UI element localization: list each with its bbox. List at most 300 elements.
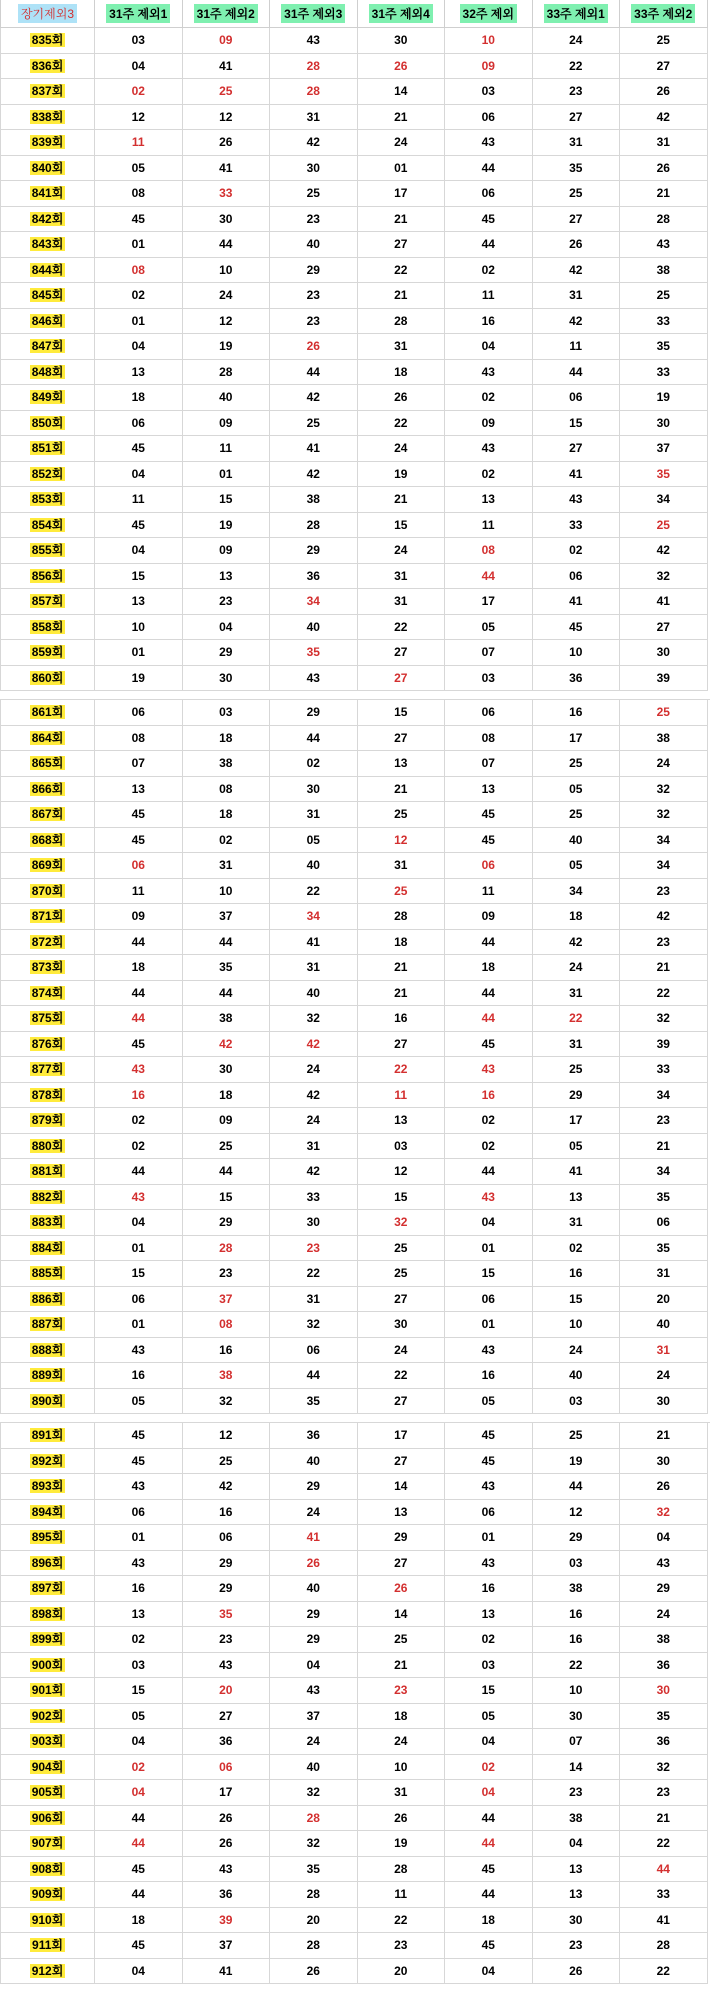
- round-cell: [0, 1959, 95, 1985]
- number-cell: 27: [358, 1449, 446, 1475]
- number-cell: 24: [183, 283, 271, 309]
- number-cell: 25: [183, 1449, 271, 1475]
- number-cell: 28: [270, 1933, 358, 1959]
- number-cell: 02: [183, 828, 271, 854]
- number-cell: 29: [183, 1210, 271, 1236]
- table-row: [0, 538, 710, 564]
- number-cell: 01: [445, 1312, 533, 1338]
- number-cell: 45: [95, 1423, 183, 1449]
- number-cell: 22: [620, 1831, 708, 1857]
- number-cell: 18: [445, 955, 533, 981]
- number-cell: 06: [445, 181, 533, 207]
- number-cell: 03: [533, 1389, 621, 1415]
- number-cell: 38: [183, 751, 271, 777]
- number-cell: 16: [183, 1338, 271, 1364]
- number-cell: 43: [445, 130, 533, 156]
- number-cell: 13: [358, 1500, 446, 1526]
- number-cell: 40: [270, 615, 358, 641]
- number-cell: 45: [445, 1857, 533, 1883]
- number-cell: 24: [620, 1363, 708, 1389]
- number-cell: 24: [270, 1729, 358, 1755]
- number-cell: 22: [533, 1006, 621, 1032]
- number-cell: 02: [445, 1134, 533, 1160]
- number-cell: 14: [358, 79, 446, 105]
- number-cell: 23: [358, 1678, 446, 1704]
- number-cell: 04: [270, 1653, 358, 1679]
- number-cell: 35: [183, 955, 271, 981]
- number-cell: 11: [95, 487, 183, 513]
- number-cell: 11: [358, 1083, 446, 1109]
- number-cell: 25: [533, 181, 621, 207]
- round-cell: [0, 54, 95, 80]
- number-cell: 04: [95, 1959, 183, 1985]
- number-cell: 08: [445, 538, 533, 564]
- number-cell: 37: [183, 904, 271, 930]
- number-cell: 01: [95, 232, 183, 258]
- number-cell: 33: [270, 1185, 358, 1211]
- number-cell: 29: [533, 1525, 621, 1551]
- round-cell: [0, 640, 95, 666]
- number-cell: 17: [358, 181, 446, 207]
- number-cell: 13: [95, 1602, 183, 1628]
- number-cell: 23: [358, 1933, 446, 1959]
- number-cell: 07: [445, 640, 533, 666]
- number-cell: 30: [620, 1389, 708, 1415]
- number-cell: 02: [270, 751, 358, 777]
- number-cell: 32: [620, 802, 708, 828]
- number-cell: 43: [445, 360, 533, 386]
- number-cell: 45: [445, 802, 533, 828]
- number-cell: 32: [270, 1006, 358, 1032]
- number-cell: 23: [183, 589, 271, 615]
- number-cell: 34: [270, 589, 358, 615]
- number-cell: 44: [445, 156, 533, 182]
- number-cell: 44: [620, 1857, 708, 1883]
- number-cell: 44: [95, 1159, 183, 1185]
- number-cell: 29: [270, 1602, 358, 1628]
- number-cell: 30: [620, 640, 708, 666]
- number-cell: 44: [445, 232, 533, 258]
- round-cell: [0, 1933, 95, 1959]
- table-row: [0, 207, 710, 233]
- round-cell: [0, 1083, 95, 1109]
- table-row: [0, 1185, 710, 1211]
- table-row: [0, 1704, 710, 1730]
- table-row: [0, 1338, 710, 1364]
- table-row: [0, 1032, 710, 1058]
- round-label: 908회: [31, 1861, 64, 1876]
- round-label: 877회: [31, 1062, 64, 1077]
- number-cell: 02: [95, 1108, 183, 1134]
- number-cell: 45: [445, 1423, 533, 1449]
- number-cell: 23: [620, 879, 708, 905]
- round-cell: [0, 981, 95, 1007]
- number-cell: 26: [183, 1831, 271, 1857]
- number-cell: 12: [183, 309, 271, 335]
- number-cell: 31: [358, 1780, 446, 1806]
- table-row: [0, 1882, 710, 1908]
- number-cell: 11: [358, 1882, 446, 1908]
- number-cell: 43: [270, 666, 358, 692]
- number-cell: 40: [533, 828, 621, 854]
- number-cell: 22: [620, 981, 708, 1007]
- number-cell: 41: [620, 589, 708, 615]
- number-cell: 20: [358, 1959, 446, 1985]
- round-label: 836회: [31, 58, 64, 73]
- number-cell: 43: [620, 1551, 708, 1577]
- table-row: [0, 1678, 710, 1704]
- number-cell: 23: [533, 79, 621, 105]
- table-row: [0, 385, 710, 411]
- number-cell: 35: [620, 1704, 708, 1730]
- round-label: 899회: [31, 1632, 64, 1647]
- number-cell: 26: [270, 1551, 358, 1577]
- round-label: 882회: [31, 1189, 64, 1204]
- round-cell: [0, 1449, 95, 1475]
- round-label: 871회: [31, 909, 64, 924]
- round-label: 849회: [31, 390, 64, 405]
- table-row: [0, 1857, 710, 1883]
- number-cell: 41: [183, 1959, 271, 1985]
- number-cell: 44: [445, 930, 533, 956]
- number-cell: 04: [445, 1210, 533, 1236]
- round-cell: [0, 1210, 95, 1236]
- number-cell: 26: [270, 1959, 358, 1985]
- number-cell: 02: [445, 258, 533, 284]
- number-cell: 15: [183, 1185, 271, 1211]
- number-cell: 26: [620, 79, 708, 105]
- number-cell: 33: [620, 1057, 708, 1083]
- table-row: [0, 1602, 710, 1628]
- number-cell: 21: [358, 283, 446, 309]
- round-label: 848회: [31, 364, 64, 379]
- number-cell: 31: [533, 1032, 621, 1058]
- number-cell: 16: [358, 1006, 446, 1032]
- number-cell: 28: [270, 79, 358, 105]
- number-cell: 12: [95, 105, 183, 131]
- number-cell: 10: [183, 258, 271, 284]
- number-cell: 26: [358, 385, 446, 411]
- number-cell: 32: [270, 1780, 358, 1806]
- number-cell: 43: [95, 1185, 183, 1211]
- number-cell: 24: [358, 538, 446, 564]
- number-cell: 13: [533, 1185, 621, 1211]
- round-cell: [0, 207, 95, 233]
- number-cell: 26: [358, 1806, 446, 1832]
- number-cell: 25: [358, 879, 446, 905]
- table-row: [0, 1474, 710, 1500]
- table-row: [0, 1423, 710, 1449]
- round-label: 864회: [31, 730, 64, 745]
- round-cell: [0, 777, 95, 803]
- column-header-label: 31주 제외4: [369, 4, 433, 23]
- number-cell: 41: [533, 589, 621, 615]
- number-cell: 44: [445, 1006, 533, 1032]
- column-header-label: 31주 제외2: [194, 4, 258, 23]
- round-cell: [0, 1108, 95, 1134]
- number-cell: 01: [95, 1312, 183, 1338]
- number-cell: 43: [445, 1338, 533, 1364]
- number-cell: 13: [445, 777, 533, 803]
- number-cell: 02: [95, 79, 183, 105]
- number-cell: 35: [533, 156, 621, 182]
- number-cell: 28: [270, 1806, 358, 1832]
- number-cell: 23: [620, 1780, 708, 1806]
- number-cell: 05: [95, 1704, 183, 1730]
- number-cell: 24: [533, 1338, 621, 1364]
- column-header-3: [270, 0, 358, 28]
- number-cell: 36: [533, 666, 621, 692]
- table-row: [0, 1500, 710, 1526]
- number-cell: 03: [358, 1134, 446, 1160]
- number-cell: 27: [533, 207, 621, 233]
- round-cell: [0, 283, 95, 309]
- table-row: [0, 1755, 710, 1781]
- number-cell: 17: [533, 1108, 621, 1134]
- number-cell: 32: [270, 1312, 358, 1338]
- number-cell: 05: [533, 1134, 621, 1160]
- number-cell: 16: [183, 1500, 271, 1526]
- number-cell: 24: [620, 1602, 708, 1628]
- number-cell: 33: [620, 309, 708, 335]
- table-row: [0, 777, 710, 803]
- number-cell: 04: [95, 334, 183, 360]
- number-cell: 18: [183, 802, 271, 828]
- number-cell: 10: [358, 1755, 446, 1781]
- round-label: 858회: [31, 619, 64, 634]
- table-row: [0, 802, 710, 828]
- number-cell: 29: [270, 258, 358, 284]
- number-cell: 40: [270, 1449, 358, 1475]
- number-cell: 25: [620, 28, 708, 54]
- number-cell: 26: [620, 1474, 708, 1500]
- round-cell: [0, 436, 95, 462]
- number-cell: 39: [620, 1032, 708, 1058]
- number-cell: 04: [445, 1959, 533, 1985]
- number-cell: 43: [445, 1551, 533, 1577]
- number-cell: 31: [533, 1210, 621, 1236]
- round-cell: [0, 853, 95, 879]
- number-cell: 45: [95, 802, 183, 828]
- column-header-label: 31주 제외1: [106, 4, 170, 23]
- number-cell: 44: [95, 1806, 183, 1832]
- number-cell: 32: [620, 777, 708, 803]
- table-row: [0, 726, 710, 752]
- number-cell: 43: [445, 1474, 533, 1500]
- column-header-0: [0, 0, 95, 28]
- number-cell: 21: [620, 181, 708, 207]
- number-cell: 32: [270, 1831, 358, 1857]
- number-cell: 10: [183, 879, 271, 905]
- number-cell: 15: [183, 487, 271, 513]
- number-cell: 31: [270, 1134, 358, 1160]
- table-row: [0, 411, 710, 437]
- round-label: 842회: [31, 211, 64, 226]
- number-cell: 31: [533, 130, 621, 156]
- table-row: [0, 360, 710, 386]
- round-label: 879회: [31, 1113, 64, 1128]
- round-cell: [0, 1755, 95, 1781]
- number-cell: 11: [533, 334, 621, 360]
- number-cell: 15: [533, 411, 621, 437]
- number-cell: 34: [620, 853, 708, 879]
- round-cell: [0, 1882, 95, 1908]
- number-cell: 18: [183, 726, 271, 752]
- number-cell: 36: [183, 1729, 271, 1755]
- number-cell: 01: [183, 462, 271, 488]
- number-cell: 40: [270, 853, 358, 879]
- number-cell: 33: [533, 513, 621, 539]
- number-cell: 44: [445, 564, 533, 590]
- table-row: [0, 1261, 710, 1287]
- number-cell: 26: [358, 1576, 446, 1602]
- number-cell: 15: [358, 1185, 446, 1211]
- number-cell: 31: [620, 1261, 708, 1287]
- number-cell: 10: [533, 1678, 621, 1704]
- round-label: 885회: [31, 1266, 64, 1281]
- number-cell: 31: [620, 130, 708, 156]
- column-header-2: [183, 0, 271, 28]
- number-cell: 28: [183, 360, 271, 386]
- number-cell: 43: [183, 1653, 271, 1679]
- number-cell: 15: [445, 1261, 533, 1287]
- number-cell: 45: [445, 1449, 533, 1475]
- table-row: [0, 700, 710, 726]
- number-cell: 20: [183, 1678, 271, 1704]
- round-label: 895회: [31, 1530, 64, 1545]
- number-cell: 42: [620, 538, 708, 564]
- number-cell: 26: [358, 54, 446, 80]
- number-cell: 26: [533, 1959, 621, 1985]
- number-cell: 10: [533, 640, 621, 666]
- round-label: 838회: [31, 109, 64, 124]
- round-label: 881회: [31, 1164, 64, 1179]
- round-label: 880회: [31, 1138, 64, 1153]
- number-cell: 11: [95, 879, 183, 905]
- table-row: [0, 1389, 710, 1415]
- table-row: [0, 79, 710, 105]
- round-label: 907회: [31, 1836, 64, 1851]
- round-label: 873회: [31, 960, 64, 975]
- number-cell: 23: [270, 309, 358, 335]
- round-cell: [0, 1032, 95, 1058]
- number-cell: 02: [445, 385, 533, 411]
- number-cell: 12: [358, 828, 446, 854]
- number-cell: 09: [445, 54, 533, 80]
- number-cell: 19: [358, 462, 446, 488]
- round-label: 841회: [31, 186, 64, 201]
- number-cell: 34: [620, 1159, 708, 1185]
- number-cell: 10: [533, 1312, 621, 1338]
- round-label: 887회: [31, 1317, 64, 1332]
- number-cell: 27: [358, 1389, 446, 1415]
- number-cell: 40: [620, 1312, 708, 1338]
- number-cell: 27: [620, 54, 708, 80]
- round-label: 903회: [31, 1734, 64, 1749]
- number-cell: 33: [620, 360, 708, 386]
- round-cell: [0, 28, 95, 54]
- round-cell: [0, 1857, 95, 1883]
- number-cell: 42: [270, 1159, 358, 1185]
- round-label: 901회: [31, 1683, 64, 1698]
- number-cell: 43: [183, 1857, 271, 1883]
- number-cell: 02: [533, 1236, 621, 1262]
- table-row: [0, 1363, 710, 1389]
- number-cell: 04: [95, 54, 183, 80]
- number-cell: 31: [270, 1287, 358, 1313]
- number-cell: 30: [620, 411, 708, 437]
- number-cell: 30: [183, 207, 271, 233]
- round-cell: [0, 1704, 95, 1730]
- number-cell: 21: [358, 1653, 446, 1679]
- round-label: 869회: [31, 858, 64, 873]
- number-cell: 19: [95, 666, 183, 692]
- number-cell: 12: [183, 1423, 271, 1449]
- round-label: 905회: [31, 1785, 64, 1800]
- number-cell: 09: [183, 411, 271, 437]
- round-cell: [0, 360, 95, 386]
- number-cell: 08: [183, 777, 271, 803]
- table-row: [0, 487, 710, 513]
- number-cell: 17: [358, 1423, 446, 1449]
- round-cell: [0, 1908, 95, 1934]
- number-cell: 19: [533, 1449, 621, 1475]
- number-cell: 05: [533, 853, 621, 879]
- round-label: 894회: [31, 1504, 64, 1519]
- number-cell: 37: [620, 436, 708, 462]
- number-cell: 13: [533, 1882, 621, 1908]
- number-cell: 23: [183, 1627, 271, 1653]
- number-cell: 41: [270, 930, 358, 956]
- number-cell: 20: [620, 1287, 708, 1313]
- number-cell: 31: [270, 105, 358, 131]
- round-cell: [0, 564, 95, 590]
- number-cell: 06: [95, 853, 183, 879]
- number-cell: 23: [270, 1236, 358, 1262]
- table-row: [0, 1806, 710, 1832]
- round-cell: [0, 904, 95, 930]
- round-cell: [0, 1423, 95, 1449]
- round-cell: [0, 334, 95, 360]
- table-row: [0, 640, 710, 666]
- number-cell: 33: [620, 1882, 708, 1908]
- number-cell: 30: [620, 1449, 708, 1475]
- number-cell: 35: [183, 1602, 271, 1628]
- number-cell: 42: [270, 1083, 358, 1109]
- round-cell: [0, 1057, 95, 1083]
- number-cell: 16: [533, 700, 621, 726]
- table-row: [0, 981, 710, 1007]
- number-cell: 25: [183, 1134, 271, 1160]
- number-cell: 24: [270, 1500, 358, 1526]
- number-cell: 18: [358, 930, 446, 956]
- number-cell: 36: [183, 1882, 271, 1908]
- number-cell: 44: [95, 930, 183, 956]
- round-cell: [0, 1551, 95, 1577]
- number-cell: 02: [95, 1755, 183, 1781]
- number-cell: 21: [358, 777, 446, 803]
- round-label: 892회: [31, 1453, 64, 1468]
- number-cell: 34: [270, 904, 358, 930]
- number-cell: 25: [358, 802, 446, 828]
- number-cell: 16: [533, 1602, 621, 1628]
- round-label: 840회: [31, 160, 64, 175]
- number-cell: 24: [358, 1729, 446, 1755]
- number-cell: 05: [445, 1704, 533, 1730]
- number-cell: 21: [358, 105, 446, 131]
- number-cell: 29: [183, 1551, 271, 1577]
- number-cell: 28: [358, 1857, 446, 1883]
